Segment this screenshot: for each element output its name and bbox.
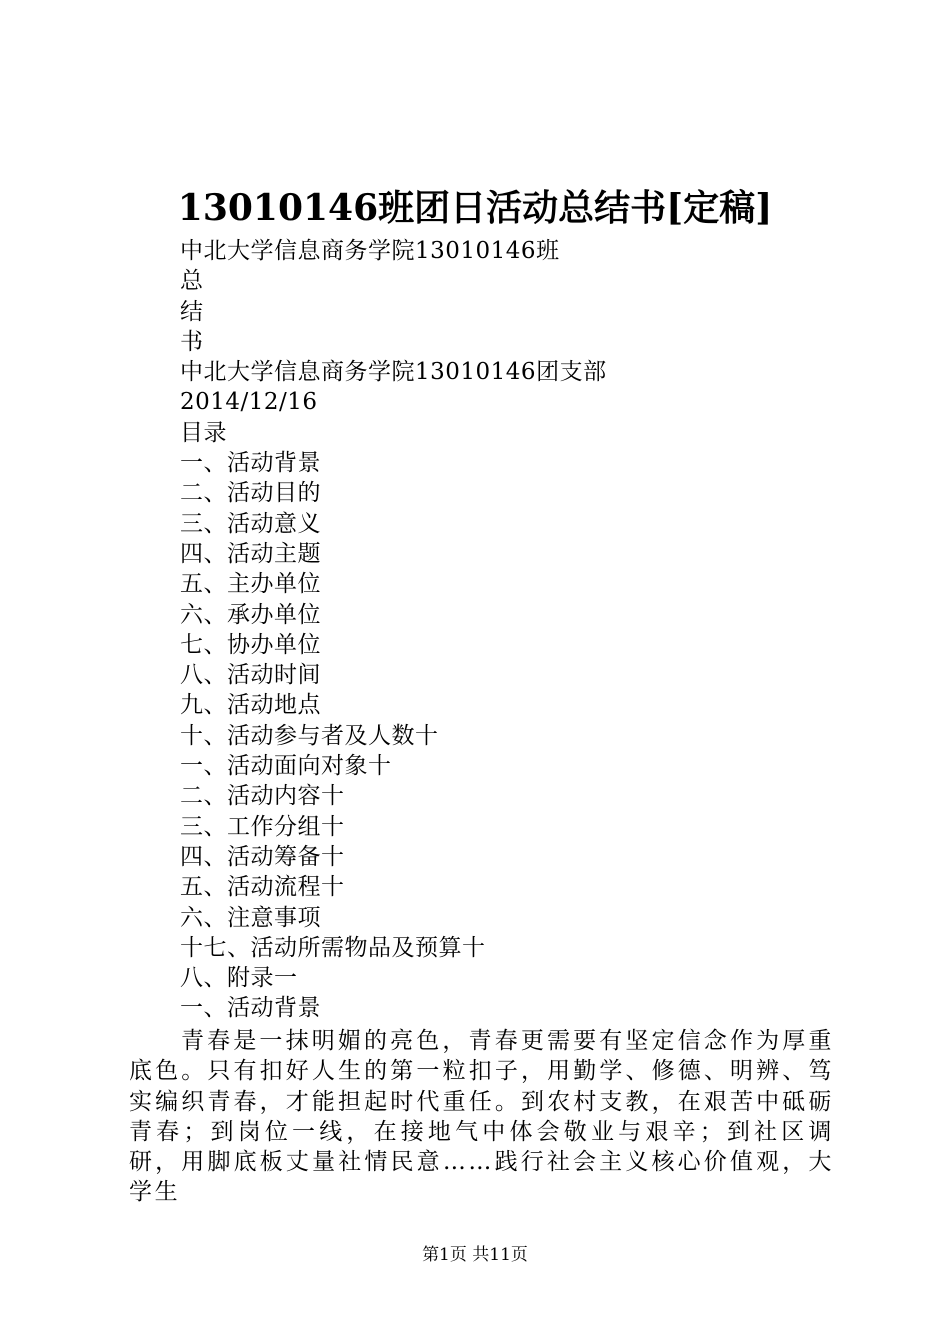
text-line: 总 xyxy=(180,268,204,295)
toc-item: 六、承办单位 xyxy=(180,601,321,628)
toc-item: 四、活动主题 xyxy=(180,540,321,567)
toc-heading: 目录 xyxy=(180,419,227,446)
document-title: 13010146班团日活动总结书[定稿] xyxy=(177,187,773,229)
date-line: 2014/12/16 xyxy=(180,389,318,416)
text-line: 中北大学信息商务学院13010146团支部 xyxy=(180,359,607,386)
toc-item: 八、活动时间 xyxy=(180,662,321,689)
toc-item: 四、活动筹备十 xyxy=(180,843,345,870)
toc-item: 一、活动背景 xyxy=(180,450,321,477)
toc-item: 三、工作分组十 xyxy=(180,813,345,840)
toc-item: 七、协办单位 xyxy=(180,631,321,658)
page-number: 第1页 共11页 xyxy=(422,1245,528,1265)
text-line: 书 xyxy=(180,328,204,355)
text-line: 结 xyxy=(180,298,204,325)
toc-item: 十七、活动所需物品及预算十 xyxy=(180,934,486,961)
toc-item: 六、注意事项 xyxy=(180,904,321,931)
toc-item: 二、活动内容十 xyxy=(180,783,345,810)
toc-item: 三、活动意义 xyxy=(180,510,321,537)
body-paragraph: 青春是一抹明媚的亮色，青春更需要有坚定信念作为厚重底色。只有扣好人生的第一粒扣子，用勤学、修德、明辨、笃实编织青春，才能担起时代重任。到农村支教，在艰苦中砥砺青春；到岗位一线，在接地气中体会敬业与艰辛；到社区调研，用脚底板丈量社情民意……践行社会主义核心价值观，大学生 xyxy=(129,1028,834,1206)
toc-item: 五、活动流程十 xyxy=(180,874,345,901)
toc-item: 一、活动面向对象十 xyxy=(180,753,392,780)
document-lines xyxy=(180,236,840,1024)
toc-item: 二、活动目的 xyxy=(180,480,321,507)
toc-item: 九、活动地点 xyxy=(180,692,321,719)
toc-item: 十、活动参与者及人数十 xyxy=(180,722,439,749)
toc-item: 八、附录一 xyxy=(180,965,298,992)
text-line: 中北大学信息商务学院13010146班 xyxy=(180,238,560,264)
toc-item: 五、主办单位 xyxy=(180,571,321,598)
section-heading: 一、活动背景 xyxy=(180,995,321,1022)
